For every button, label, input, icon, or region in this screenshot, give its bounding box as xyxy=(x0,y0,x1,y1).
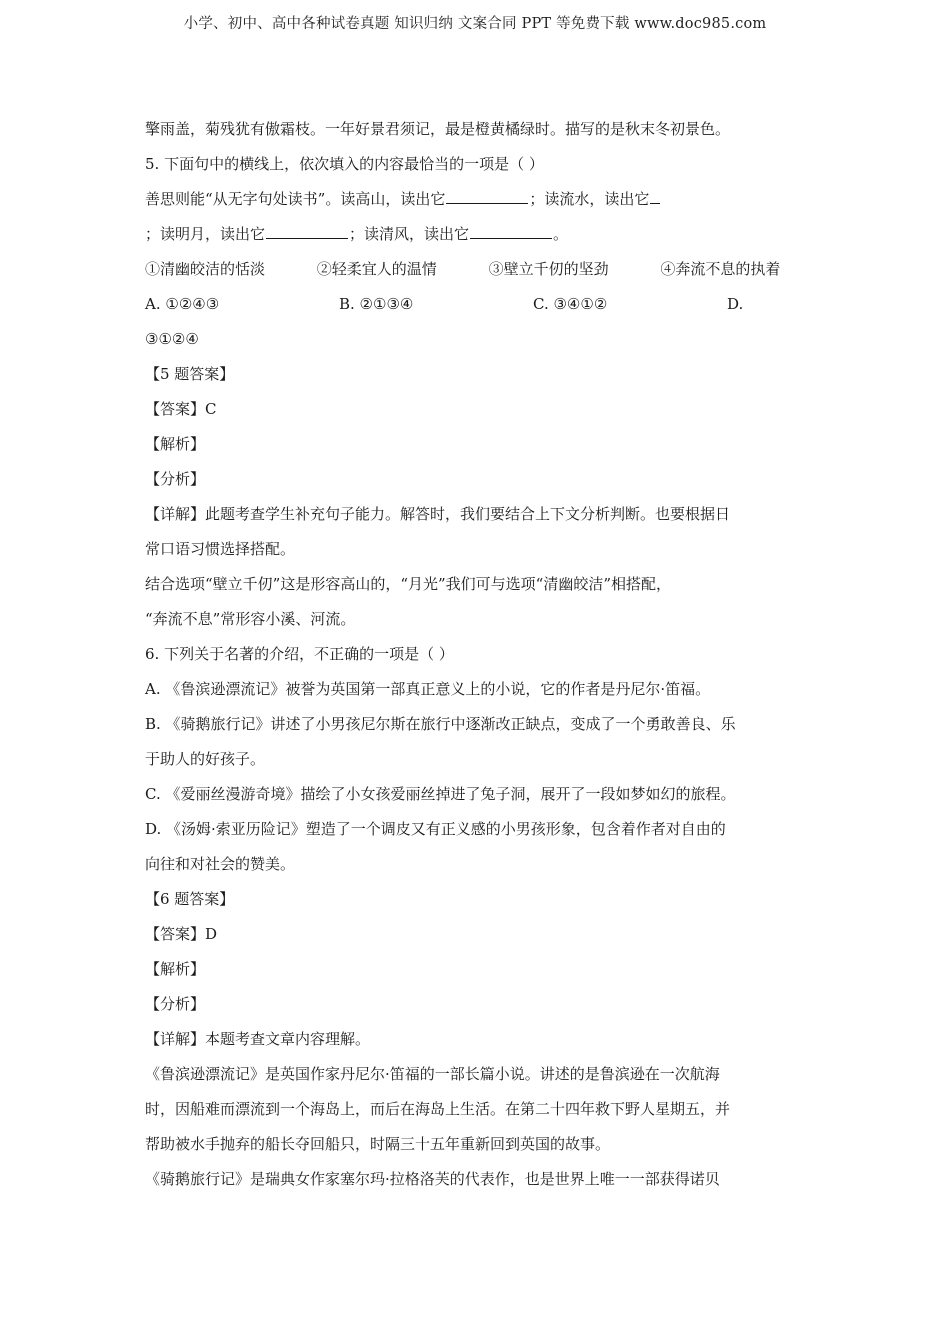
question-5-options xyxy=(145,252,810,287)
detail-line: 《鲁滨逊漂流记》是英国作家丹尼尔·笛福的一部长篇小说。讲述的是鲁滨逊在一次航海 xyxy=(145,1065,720,1083)
question-5-sentence-line-1 xyxy=(145,182,810,217)
analysis-heading: 【解析】 xyxy=(145,960,206,978)
question-6-option-b-cont: 于助人的好孩子。 xyxy=(145,750,266,768)
question-6-option-c: C. 《爱丽丝漫游奇境》描绘了小女孩爱丽丝掉进了兔子洞，展开了一段如梦如幻的旅程。 xyxy=(145,785,736,803)
fill-blank xyxy=(470,224,552,239)
question-6-option-b: B. 《骑鹅旅行记》讲述了小男孩尼尔斯在旅行中逐渐改正缺点，变成了一个勇敢善良、乐 xyxy=(145,715,736,733)
sentence-part: 善思则能“从无字句处读书”。读高山，读出它 xyxy=(145,190,446,208)
text-line: 擎雨盖，菊残犹有傲霜枝。一年好景君须记，最是橙黄橘绿时。描写的是秋末冬初景色。 xyxy=(145,120,731,138)
choice-d: D. xyxy=(727,295,744,313)
fill-blank xyxy=(446,189,528,204)
question-6-option-a: A. 《鲁滨逊漂流记》被誉为英国第一部真正意义上的小说，它的作者是丹尼尔·笛福。 xyxy=(145,680,711,698)
page-header: 小学、初中、高中各种试卷真题 知识归纳 文案合同 PPT 等免费下载 www.doc985.com xyxy=(183,16,767,32)
question-6-option-d: D. 《汤姆·索亚历险记》塑造了一个调皮又有正义感的小男孩形象，包含着作者对自由的 xyxy=(145,820,726,838)
choice-d-content: ③①②④ xyxy=(145,330,199,348)
answer-title: 【6 题答案】 xyxy=(145,890,235,908)
analysis-subheading: 【分析】 xyxy=(145,995,206,1013)
sentence-part: 。 xyxy=(553,225,569,243)
question-6-stem: 6. 下列关于名著的介绍，不正确的一项是（ ） xyxy=(145,645,454,663)
detail-line: 时，因船难而漂流到一个海岛上，而后在海岛上生活。在第二十四年救下野人星期五，并 xyxy=(145,1100,731,1118)
sentence-part: ；读清风，读出它 xyxy=(349,225,470,243)
question-5-stem: 5. 下面句中的横线上，依次填入的内容最恰当的一项是（ ） xyxy=(145,155,544,173)
choice-b: B. ②①③④ xyxy=(339,295,414,313)
detail-line: 《骑鹅旅行记》是瑞典女作家塞尔玛·拉格洛芙的代表作，也是世界上唯一一部获得诺贝 xyxy=(145,1170,720,1188)
detail-line: 【详解】此题考查学生补充句子能力。解答时，我们要结合上下文分析判断。也要根据日 xyxy=(145,505,731,523)
detail-line: 【详解】本题考查文章内容理解。 xyxy=(145,1030,371,1048)
answer: 【答案】C xyxy=(145,400,217,418)
choice-a: A. ①②④③ xyxy=(145,295,220,313)
answer-title: 【5 题答案】 xyxy=(145,365,235,383)
detail-line: 结合选项“壁立千仞”这是形容高山的，“月光”我们可与选项“清幽皎洁”相搭配， xyxy=(145,575,672,593)
question-5-sentence-line-2 xyxy=(145,217,810,252)
sentence-part: ；读明月，读出它 xyxy=(145,225,266,243)
analysis-heading: 【解析】 xyxy=(145,435,206,453)
answer: 【答案】D xyxy=(145,925,218,943)
choice-c: C. ③④①② xyxy=(533,295,608,313)
document-body xyxy=(145,112,810,1197)
detail-line: “奔流不息”常形容小溪、河流。 xyxy=(145,610,356,628)
fill-blank xyxy=(266,224,348,239)
sentence-part: ；读流水，读出它 xyxy=(529,190,650,208)
option-2: ②轻柔宜人的温情 xyxy=(316,260,437,278)
option-3: ③壁立千仞的坚劲 xyxy=(488,260,609,278)
fill-blank xyxy=(650,189,660,204)
option-4: ④奔流不息的执着 xyxy=(660,260,781,278)
detail-line: 帮助被水手抛弃的船长夺回船只，时隔三十五年重新回到英国的故事。 xyxy=(145,1135,611,1153)
question-6-option-d-cont: 向往和对社会的赞美。 xyxy=(145,855,296,873)
question-5-choices xyxy=(145,287,810,322)
detail-line: 常口语习惯选择搭配。 xyxy=(145,540,296,558)
option-1: ①清幽皎洁的恬淡 xyxy=(145,260,266,278)
analysis-subheading: 【分析】 xyxy=(145,470,206,488)
